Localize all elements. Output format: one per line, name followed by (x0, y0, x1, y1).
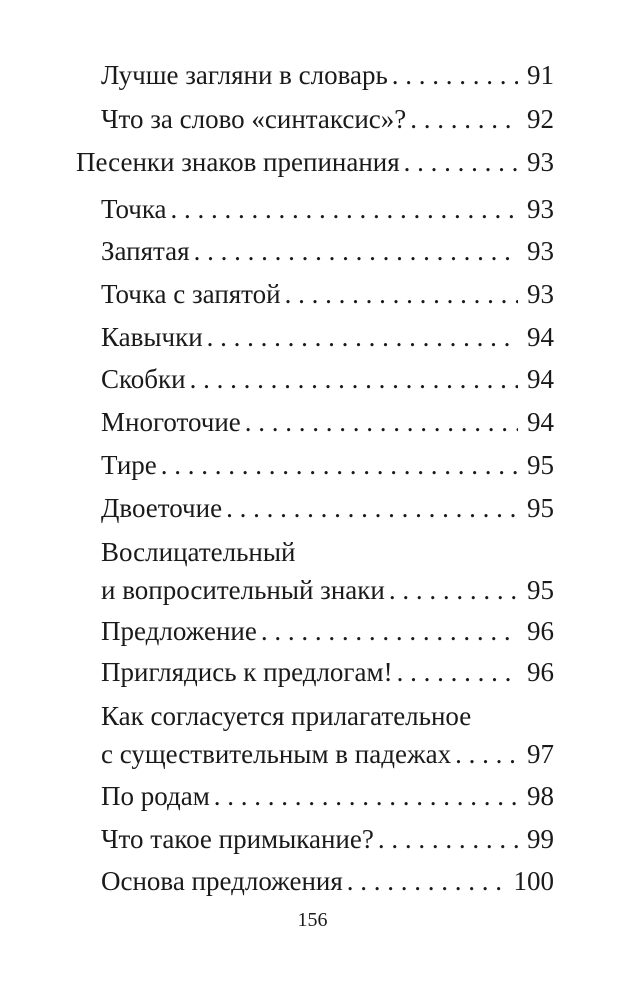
toc-entry-page: 91 (527, 60, 554, 90)
toc-entry-title: Тире (101, 450, 157, 480)
toc-entry-title: Лучше загляни в словарь (101, 60, 388, 90)
toc-entry-page: 94 (527, 322, 554, 352)
toc-entry-page: 99 (527, 824, 554, 854)
dot-leader (194, 232, 518, 270)
toc-entry-page: 93 (527, 236, 554, 266)
toc-entry (101, 446, 554, 484)
dot-leader (207, 318, 518, 356)
dot-leader (455, 735, 518, 773)
toc-entry-title: Предложение (101, 616, 257, 646)
toc-entry (101, 653, 554, 691)
toc-entry-line (101, 571, 554, 609)
toc-entry-title: Что такое примыкание? (101, 824, 374, 854)
dot-leader (378, 820, 518, 858)
toc-entry-title-line: Вослицательный (101, 537, 296, 567)
dot-leader (245, 403, 518, 441)
toc-entry-page: 94 (527, 364, 554, 394)
toc-entry-line (101, 653, 554, 691)
toc-entry (101, 612, 554, 650)
dot-leader (404, 143, 518, 181)
toc-entry-line (76, 143, 554, 181)
toc-entry-title: Основа предложения (101, 866, 343, 896)
toc-entry-title: Многоточие (101, 407, 241, 437)
toc-entry-page: 96 (527, 657, 554, 687)
toc-entry-page: 95 (527, 575, 554, 605)
toc-entry (101, 56, 554, 94)
toc-entry (101, 232, 554, 270)
toc-entry (101, 100, 554, 138)
toc-entry-title: Приглядись к предлогам! (101, 657, 393, 687)
toc-entry-page: 98 (527, 781, 554, 811)
toc-entry-line (101, 190, 554, 228)
toc-entry-page: 92 (527, 104, 554, 134)
toc-entry-title: По родам (101, 781, 210, 811)
toc-entry-page: 95 (527, 493, 554, 523)
toc-entry-line (101, 360, 554, 398)
toc-entry-page: 93 (527, 147, 554, 177)
dot-leader (397, 653, 518, 691)
toc-entry-line (101, 862, 554, 900)
dot-leader (214, 777, 518, 815)
toc-entry-line (101, 489, 554, 527)
toc-entry-title: и вопросительный знаки (101, 575, 385, 605)
toc-entry (101, 360, 554, 398)
toc-entry (101, 697, 554, 773)
toc-entry (101, 403, 554, 441)
toc-entry-page: 96 (527, 616, 554, 646)
toc-entry-title-line: Как согласуется прилагательное (101, 701, 472, 731)
toc-entry-page: 94 (527, 407, 554, 437)
toc-entry-title: Запятая (101, 236, 190, 266)
toc-entry (101, 190, 554, 228)
toc-entry-title: Кавычки (101, 322, 203, 352)
toc-entry-line (101, 612, 554, 650)
toc-entry (76, 143, 554, 181)
dot-leader (226, 489, 518, 527)
toc-entry-page: 93 (527, 194, 554, 224)
toc-entry-line (101, 318, 554, 356)
toc-entry-title: Что за слово «синтаксис»? (101, 104, 407, 134)
dot-leader (285, 275, 518, 313)
dot-leader (190, 360, 518, 398)
dot-leader (161, 446, 518, 484)
toc-entry-line (101, 403, 554, 441)
toc-entry-title: Песенки знаков препинания (76, 147, 400, 177)
toc-entry-page: 93 (527, 279, 554, 309)
page-number: 156 (297, 909, 328, 931)
toc-entry (101, 862, 554, 900)
toc-entry-line (101, 232, 554, 270)
toc-entry-page: 100 (513, 866, 554, 896)
dot-leader (171, 190, 518, 228)
toc-entry-line (101, 735, 554, 773)
toc-entry (101, 533, 554, 609)
toc-entry-title: Точка (101, 194, 167, 224)
dot-leader (410, 100, 518, 138)
toc-entry (101, 275, 554, 313)
toc-entry-title: Двоеточие (101, 493, 223, 523)
toc-entry-title: Точка с запятой (101, 279, 281, 309)
toc-entry (101, 489, 554, 527)
toc-entry (101, 820, 554, 858)
toc-entry-title: Скобки (101, 364, 186, 394)
toc-entry-page: 95 (527, 450, 554, 480)
toc-entry-line (101, 820, 554, 858)
toc-entry-line (101, 56, 554, 94)
toc-entry-line (101, 777, 554, 815)
dot-leader (261, 612, 518, 650)
toc-entry (101, 318, 554, 356)
toc-entry-line (101, 446, 554, 484)
toc-entry-line (101, 100, 554, 138)
dot-leader (392, 56, 518, 94)
toc-entry-line (101, 275, 554, 313)
dot-leader (389, 571, 518, 609)
toc-entry-page: 97 (527, 739, 554, 769)
dot-leader (347, 862, 508, 900)
toc-entry-title: с существительным в падежах (101, 739, 452, 769)
toc-entry (101, 777, 554, 815)
